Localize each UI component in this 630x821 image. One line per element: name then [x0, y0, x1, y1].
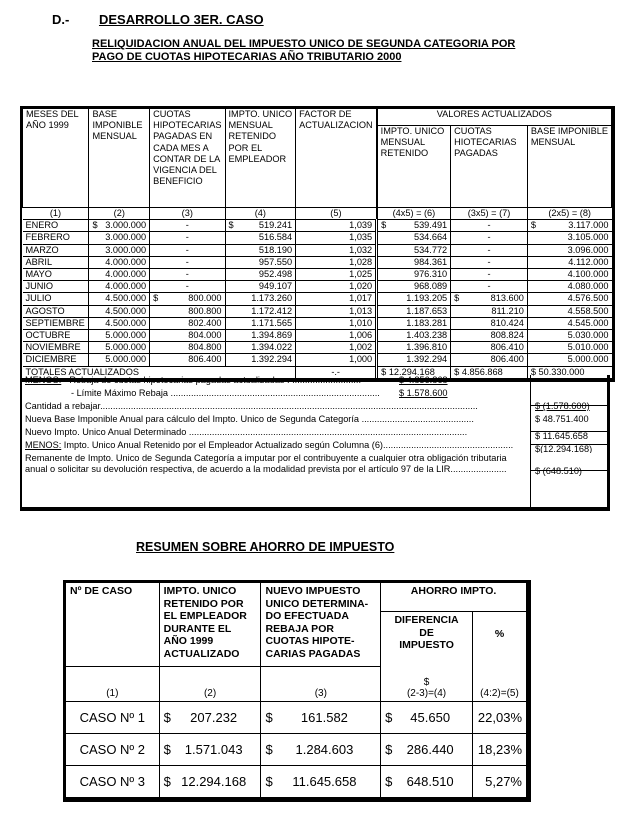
- cantidad-row: [22, 401, 607, 414]
- col-header-valores: VALORES ACTUALIZADOS: [377, 109, 612, 126]
- table-cell: 804.000: [150, 330, 225, 342]
- table-cell: 1,006: [296, 330, 377, 342]
- header-text: HIOTECARIAS: [454, 137, 517, 148]
- header-text: IMPTO. UNICO: [163, 585, 237, 597]
- amount-value: 1.571.043: [184, 741, 243, 757]
- table-cell: -: [150, 269, 225, 281]
- resumen-amount: [159, 765, 261, 797]
- table-cell: 1.193.205: [377, 293, 451, 305]
- currency-sign: $: [163, 709, 171, 725]
- table-cell: -: [451, 220, 528, 232]
- col-number-text: (4:2)=(5): [480, 687, 519, 699]
- menos-label: MENOS:: [25, 375, 62, 385]
- table-cell: 4.112.000: [527, 256, 611, 268]
- currency-sign: $: [454, 293, 460, 304]
- table-cell: -: [150, 256, 225, 268]
- col-header-factor: [296, 109, 377, 208]
- cantidad-text: Cantidad a rebajar....................................................................................................................................................: [25, 401, 478, 411]
- header-text: AÑO 1999: [163, 635, 214, 647]
- col-header-base: [89, 109, 150, 208]
- table-row: [23, 220, 612, 232]
- resumen-row: [66, 765, 527, 797]
- table-cell: 1,035: [296, 232, 377, 244]
- currency-sign: $: [265, 773, 273, 789]
- table-cell: 3.096.000: [527, 244, 611, 256]
- amount-value: 161.582: [300, 709, 348, 725]
- table-cell: [150, 293, 225, 305]
- table-cell: 808.824: [451, 330, 528, 342]
- table-cell: 804.800: [150, 342, 225, 354]
- table-cell: MARZO: [23, 244, 89, 256]
- table-cell: -: [150, 244, 225, 256]
- resumen-table: [63, 580, 531, 802]
- menos2-label: MENOS:: [25, 440, 62, 450]
- table-cell: 4.100.000: [527, 269, 611, 281]
- menos2-text: Impto. Unico Anual Retenido por el Empleador Actualizado según Columna (6)...................................................: [61, 440, 514, 450]
- table-cell: 4.500.000: [89, 293, 150, 305]
- resumen-caso: CASO Nº 1: [66, 701, 160, 733]
- table-cell: 3.000.000: [89, 244, 150, 256]
- table-cell: MAYO: [23, 269, 89, 281]
- header-text: EL EMPLEADOR: [163, 610, 247, 622]
- amount-value: 45.650: [410, 709, 451, 725]
- cell-value: 813.600: [490, 293, 524, 304]
- value-column: [530, 375, 531, 507]
- table-cell: 1.396.810: [377, 342, 451, 354]
- col-header-impto-act: [377, 126, 451, 208]
- col-number: (2x5) = (8): [527, 208, 611, 220]
- header-text: VIGENCIA DEL: [153, 165, 217, 176]
- table-cell: 518.190: [225, 244, 296, 256]
- table-cell: -: [150, 232, 225, 244]
- table-cell: 1,039: [296, 220, 377, 232]
- resumen-row: [66, 701, 527, 733]
- table-cell: 984.361: [377, 256, 451, 268]
- col-number-text: (1): [106, 687, 119, 699]
- table-cell: 1,013: [296, 305, 377, 317]
- table-cell: 4.000.000: [89, 256, 150, 268]
- currency-sign: $: [385, 773, 393, 789]
- table-cell: 1,032: [296, 244, 377, 256]
- remanente-line: Remanente de Impto. Unico de Segunda Categoría a imputar por el contribuyente a cualquier otra obligación tributaria: [25, 453, 507, 463]
- table-cell: OCTUBRE: [23, 330, 89, 342]
- col-header-impto: [225, 109, 296, 208]
- table-cell: 1.187.653: [377, 305, 451, 317]
- resumen-col-ahorro: AHORRO IMPTO.: [381, 583, 527, 612]
- table-cell: -: [451, 244, 528, 256]
- header-text: RETENIDO: [380, 148, 429, 159]
- header-text: IMPONIBLE: [92, 120, 143, 131]
- cell-value: 3.117.000: [568, 220, 609, 231]
- table-cell: 1,002: [296, 342, 377, 354]
- table-cell: -: [451, 232, 528, 244]
- col-number: [66, 666, 160, 701]
- totals-base: $ 50.330.000: [527, 366, 611, 378]
- remanente-value: $ (648.510): [535, 466, 582, 476]
- table-cell: 1.172.412: [225, 305, 296, 317]
- resumen-amount: [261, 701, 381, 733]
- totals-factor: -.-: [296, 366, 377, 378]
- col-number: (1): [23, 208, 89, 220]
- rebaja-text: - Rebaja de cuotas hipotecarias pagadas actualizadas . ...........................: [61, 375, 362, 385]
- table-cell: 4.558.500: [527, 305, 611, 317]
- header-text: ACTUALIZADO: [163, 647, 240, 660]
- header-text: BENEFICIO: [153, 176, 203, 187]
- table-cell: DICIEMBRE: [23, 354, 89, 366]
- table-cell: 1.173.260: [225, 293, 296, 305]
- amount-value: 12.294.168: [181, 773, 247, 789]
- resumen-percent: 18,23%: [472, 733, 526, 765]
- table-cell: 806.400: [150, 354, 225, 366]
- table-cell: -: [451, 269, 528, 281]
- resumen-col-nuevo: [261, 583, 381, 667]
- menos2-row: [22, 440, 607, 453]
- cantidad-row-value: $ (1.578.600): [535, 401, 590, 411]
- table-cell: 957.550: [225, 256, 296, 268]
- table-cell: 811.210: [451, 305, 528, 317]
- table-cell: 1,017: [296, 293, 377, 305]
- subtitle-line: RELIQUIDACION ANUAL DEL IMPUESTO UNICO DE SEGUNDA CATEGORIA POR: [92, 38, 516, 50]
- table-cell: 806.400: [451, 354, 528, 366]
- amount-value: 11.645.658: [292, 773, 357, 789]
- table-cell: 1,010: [296, 317, 377, 329]
- resumen-amount: [159, 701, 261, 733]
- table-cell: FEBRERO: [23, 232, 89, 244]
- table-cell: 1,028: [296, 256, 377, 268]
- table-cell: 534.664: [377, 232, 451, 244]
- col-header-cuotas-act: [451, 126, 528, 208]
- table-row: [23, 330, 612, 342]
- table-cell: 4.545.000: [527, 317, 611, 329]
- cell-value: 3.000.000: [105, 220, 147, 231]
- currency-sign: $: [530, 220, 536, 231]
- resumen-amount: [381, 765, 473, 797]
- table-cell: -: [451, 256, 528, 268]
- currency-sign: $: [265, 741, 273, 757]
- table-cell: -: [451, 281, 528, 293]
- section-title: DESARROLLO 3ER. CASO: [98, 12, 264, 27]
- header-text: DO EFECTUADA: [265, 610, 349, 622]
- header-text: DIFERENCIA: [394, 614, 459, 626]
- cell-value: 539.491: [413, 220, 448, 231]
- table-cell: [527, 220, 611, 232]
- table-cell: 4.576.500: [527, 293, 611, 305]
- header-text: CUOTAS: [454, 126, 492, 136]
- resumen-amount: [261, 733, 381, 765]
- table-cell: 949.107: [225, 281, 296, 293]
- currency-sign: $: [265, 709, 273, 725]
- table-cell: 5.000.000: [527, 354, 611, 366]
- header-text: CARIAS PAGADAS: [265, 647, 361, 660]
- header-text: REBAJA POR: [265, 622, 334, 635]
- col-number: [261, 666, 381, 701]
- currency-sign: $: [163, 741, 171, 757]
- table-cell: 5.000.000: [89, 342, 150, 354]
- header-text: CUOTAS HIPOTE-: [265, 635, 355, 647]
- totals-impto: $ 12.294.168: [377, 366, 451, 378]
- table-cell: 1,000: [296, 354, 377, 366]
- table-cell: SEPTIEMBRE: [23, 317, 89, 329]
- table-cell: [225, 220, 296, 232]
- amount-value: 648.510: [406, 773, 454, 789]
- col-number: (4x5) = (6): [377, 208, 451, 220]
- currency-sign: $: [381, 220, 387, 231]
- table-cell: 516.584: [225, 232, 296, 244]
- table-cell: JULIO: [23, 293, 89, 305]
- limite-text: - Límite Máximo Rebaja ..................................................................................: [70, 388, 380, 398]
- col-number: (5): [296, 208, 377, 220]
- currency-sign: $: [423, 676, 430, 688]
- currency-sign: $: [153, 293, 159, 304]
- summary-section: [20, 375, 610, 511]
- header-text: RETENIDO POR: [163, 597, 244, 610]
- table-cell: [451, 293, 528, 305]
- cell-value: 519.241: [258, 220, 293, 231]
- header-text: MENSUAL: [228, 120, 273, 131]
- resumen-caso: CASO Nº 3: [66, 765, 160, 797]
- value-divider: [530, 470, 608, 471]
- table-cell: 800.800: [150, 305, 225, 317]
- header-text: PAGADAS EN: [153, 131, 213, 142]
- table-row: [23, 354, 612, 366]
- table-cell: 1,020: [296, 281, 377, 293]
- header-text: NUEVO IMPUESTO: [265, 585, 361, 597]
- table-cell: 1.394.869: [225, 330, 296, 342]
- table-cell: 1.171.565: [225, 317, 296, 329]
- table-cell: 952.498: [225, 269, 296, 281]
- header-text: CUOTAS: [153, 109, 191, 119]
- value-divider: [530, 405, 608, 406]
- col-number: (2): [89, 208, 150, 220]
- resumen-number-row: [66, 666, 527, 701]
- table-cell: 5.010.000: [527, 342, 611, 354]
- totals-cuotas: $ 4.856.868: [451, 366, 528, 378]
- table-cell: NOVIEMBRE: [23, 342, 89, 354]
- nueva-base-row-value: $ 48.751.400: [535, 414, 589, 424]
- table-cell: 534.772: [377, 244, 451, 256]
- col-number: (3x5) = (7): [451, 208, 528, 220]
- col-number: [159, 666, 261, 701]
- header-text: BASE: [92, 109, 117, 119]
- header-text: EMPLEADOR: [228, 153, 287, 164]
- amount-value: 207.232: [190, 709, 238, 725]
- remanente-line: anual o solicitar su devolución respectiva, de acuerdo a la modalidad prevista por el artículo 97 de la LIR......................: [25, 464, 507, 475]
- amount-value: 1.284.603: [295, 741, 354, 757]
- resumen-percent: 22,03%: [472, 701, 526, 733]
- table-row: [23, 317, 612, 329]
- resumen-percent: 5,27%: [472, 765, 526, 797]
- resumen-row: [66, 733, 527, 765]
- nuevo-impto-row: [22, 427, 607, 440]
- col-number-text: (2-3)=(4): [406, 687, 447, 699]
- table-cell: 5.030.000: [527, 330, 611, 342]
- header-text: DURANTE EL: [163, 622, 232, 635]
- table-cell: -: [150, 220, 225, 232]
- table-cell: 976.310: [377, 269, 451, 281]
- table-row: [23, 342, 612, 354]
- table-cell: ENERO: [23, 220, 89, 232]
- header-text: FACTOR DE: [299, 109, 352, 119]
- table-cell: 1,025: [296, 269, 377, 281]
- table-row: [23, 244, 612, 256]
- header-text: ACTUALIZACION: [299, 120, 373, 131]
- nuevo-impto-row-value: $ 11.645.658: [535, 431, 588, 440]
- table-cell: 4.000.000: [89, 281, 150, 293]
- value-divider: [530, 444, 608, 445]
- table-row: [23, 281, 612, 293]
- resumen-col-diferencia: [381, 612, 473, 667]
- header-text: BASE IMPONIBLE: [530, 126, 608, 136]
- table-row: [23, 305, 612, 317]
- table-cell: 806.410: [451, 342, 528, 354]
- table-cell: 5.000.000: [89, 330, 150, 342]
- header-text: MESES DEL: [26, 109, 79, 119]
- currency-sign: $: [228, 220, 234, 231]
- header-row: [23, 109, 612, 126]
- header-text: IMPTO. UNICO: [380, 126, 445, 136]
- rebaja-row: [22, 375, 607, 388]
- resumen-title: RESUMEN SOBRE AHORRO DE IMPUESTO: [136, 540, 395, 554]
- subtitle-line: PAGO DE CUOTAS HIPOTECARIAS AÑO TRIBUTARIO 2000: [92, 51, 402, 63]
- header-text: MENSUAL: [530, 137, 576, 148]
- section-header: [52, 12, 264, 27]
- col-number: [381, 666, 473, 701]
- menos2-row-value: $(12.294.168): [535, 444, 593, 453]
- nueva-base-row: [22, 414, 607, 427]
- reliquidation-table: [20, 106, 615, 382]
- col-number: (4): [225, 208, 296, 220]
- table-cell: 5.000.000: [89, 354, 150, 366]
- table-cell: 810.424: [451, 317, 528, 329]
- table-cell: JUNIO: [23, 281, 89, 293]
- col-number-row: [23, 208, 612, 220]
- resumen-col-retenido: [159, 583, 261, 667]
- table-cell: -: [150, 281, 225, 293]
- header-text: POR EL: [228, 142, 263, 153]
- table-row: [23, 232, 612, 244]
- value-divider: [530, 431, 608, 432]
- header-text: HIPOTECARIAS: [153, 120, 222, 131]
- table-cell: 4.500.000: [89, 317, 150, 329]
- resumen-amount: [381, 701, 473, 733]
- currency-sign: $: [92, 220, 98, 231]
- table-cell: 1.392.294: [377, 354, 451, 366]
- currency-sign: $: [385, 709, 393, 725]
- nuevo-impto-text: Nuevo Impto. Unico Anual Determinado .............................................................................................................: [25, 427, 468, 437]
- col-header-cuotas: [150, 109, 225, 208]
- col-number-text: (2): [203, 687, 217, 699]
- col-header-base-act: [527, 126, 611, 208]
- header-text: IMPTO. UNICO: [228, 109, 293, 119]
- table-cell: 3.105.000: [527, 232, 611, 244]
- amount-value: 286.440: [406, 741, 454, 757]
- table-cell: AGOSTO: [23, 305, 89, 317]
- table-cell: [89, 220, 150, 232]
- table-cell: ABRIL: [23, 256, 89, 268]
- totals-label: TOTALES ACTUALIZADOS: [23, 366, 296, 378]
- table-cell: 1.392.294: [225, 354, 296, 366]
- rebaja-row-value: $ 4.856.868: [399, 375, 448, 385]
- header-text: MENSUAL: [92, 131, 137, 142]
- percent-sign: %: [494, 628, 505, 640]
- header-text: CONTAR DE LA: [153, 153, 221, 164]
- header-text: IMPUESTO: [399, 639, 454, 651]
- cell-value: 800.000: [188, 293, 222, 304]
- table-cell: 4.500.000: [89, 305, 150, 317]
- col-number: (3): [150, 208, 225, 220]
- resumen-col-caso: Nº DE CASO: [66, 583, 160, 667]
- header-text: PAGADAS: [454, 148, 498, 159]
- col-number: [472, 666, 526, 701]
- resumen-amount: [381, 733, 473, 765]
- table-cell: 3.000.000: [89, 232, 150, 244]
- table-cell: 802.400: [150, 317, 225, 329]
- limite-row: [22, 388, 607, 401]
- table-row: [23, 269, 612, 281]
- resumen-amount: [159, 733, 261, 765]
- table-cell: [377, 220, 451, 232]
- header-text: CADA MES A: [153, 142, 209, 153]
- col-header-months: [23, 109, 89, 208]
- table-row: [23, 293, 612, 305]
- currency-sign: $: [385, 741, 393, 757]
- resumen-caso: CASO Nº 2: [66, 733, 160, 765]
- table-cell: 1.394.022: [225, 342, 296, 354]
- header-text: DE: [419, 626, 434, 639]
- header-text: AÑO 1999: [26, 120, 69, 131]
- resumen-header-row: [66, 583, 527, 612]
- resumen-col-percent: [472, 612, 526, 667]
- limite-indent: [25, 388, 71, 398]
- col-number-text: (3): [314, 687, 327, 699]
- table-cell: 968.089: [377, 281, 451, 293]
- header-text: RETENIDO: [228, 131, 276, 142]
- limite-row-value: $ 1.578.600: [399, 388, 448, 398]
- table-cell: 1.403.238: [377, 330, 451, 342]
- remanente-row: [22, 453, 607, 475]
- resumen-amount: [261, 765, 381, 797]
- table-cell: 1.183.281: [377, 317, 451, 329]
- nueva-base-text: Nueva Base Imponible Anual para cálculo del Impto. Unico de Segunda Categoría ............................................: [25, 414, 474, 424]
- document-subtitle: [92, 38, 572, 64]
- table-row: [23, 256, 612, 268]
- table-cell: 4.080.000: [527, 281, 611, 293]
- header-text: MENSUAL: [380, 137, 426, 148]
- section-number: D.-: [52, 12, 70, 27]
- currency-sign: $: [163, 773, 171, 789]
- table-cell: 4.000.000: [89, 269, 150, 281]
- header-text: UNICO DETERMINA-: [265, 597, 369, 610]
